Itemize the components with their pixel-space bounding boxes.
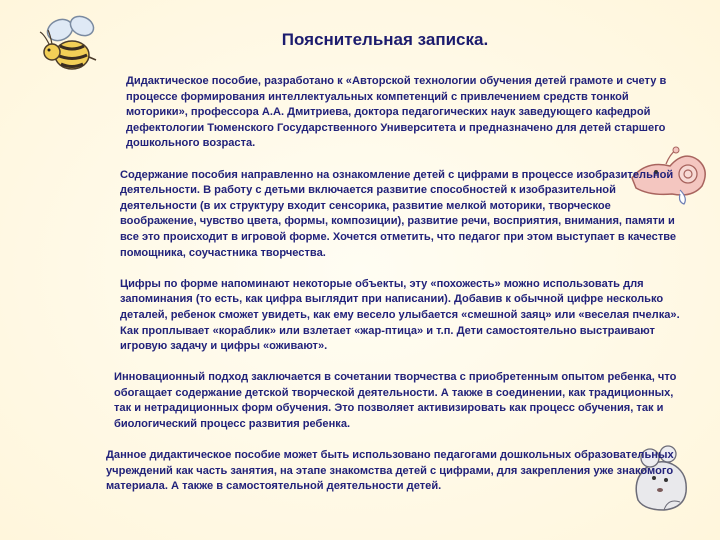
explanatory-text (56, 74, 684, 511)
page-title: Пояснительная записка. (281, 30, 489, 49)
paragraph-4: Инновационный подход заключается в сочетании творчества с приобретенным опытом ребенка, что обогащает содержание детской творческой деятельности. А также в соединении, как традиционных, так и нетрадиционных форм обучения. Это позволяет активизировать как процесс обучения, так и биологический процесс развития ребенка. (114, 371, 677, 431)
paragraph-5: Данное дидактическое пособие может быть использовано педагогами дошкольных образовательных учреждений как часть занятия, на этапе знакомства детей с цифрами, для закрепления уже знакомого материала. А также в самостоятельной деятельности детей. (106, 449, 674, 493)
paragraph-2: Содержание пособия направленно на ознакомление детей с цифрами в процессе изобразительной деятельности. В работу с детьми включается развитие способностей к изобразительной деятельности (в их структуру входит сенсорика, развитие мелкой моторики, творческое воображение, чувство цвета, формы, композиции), развитие речи, восприятия, внимания, памяти и все это происходит в игровой форме. Хочется отметить, что педагог при этом выступает в качестве помощника, соучастника творчества. (120, 168, 677, 259)
paragraph-1: Дидактическое пособие, разработано к «Авторской технологии обучения детей грамоте и счету в процессе формирования интеллектуальных компетенций с привлечением средств тонкой моторики», профессора А.А. Дмитриева, доктора педагогических наук заведующего кафедрой дефектологии Тюменского Государственного Университета и предназначено для детей старшего дошкольного возраста. (126, 75, 667, 150)
paragraph-3: Цифры по форме напоминают некоторые объекты, эту «похожесть» можно использовать для запоминания (то есть, как цифра выглядит при написании). Добавив к обычной цифре несколько деталей, ребенок сможет увидеть, как ему весело улыбается «смешной заяц» или «веселая пчелка». Как проплывает «кораблик» или взлетает «жар-птица» и т.п. Дети самостоятельно выстраивают игровую задачу и цифры «оживают». (120, 277, 680, 353)
